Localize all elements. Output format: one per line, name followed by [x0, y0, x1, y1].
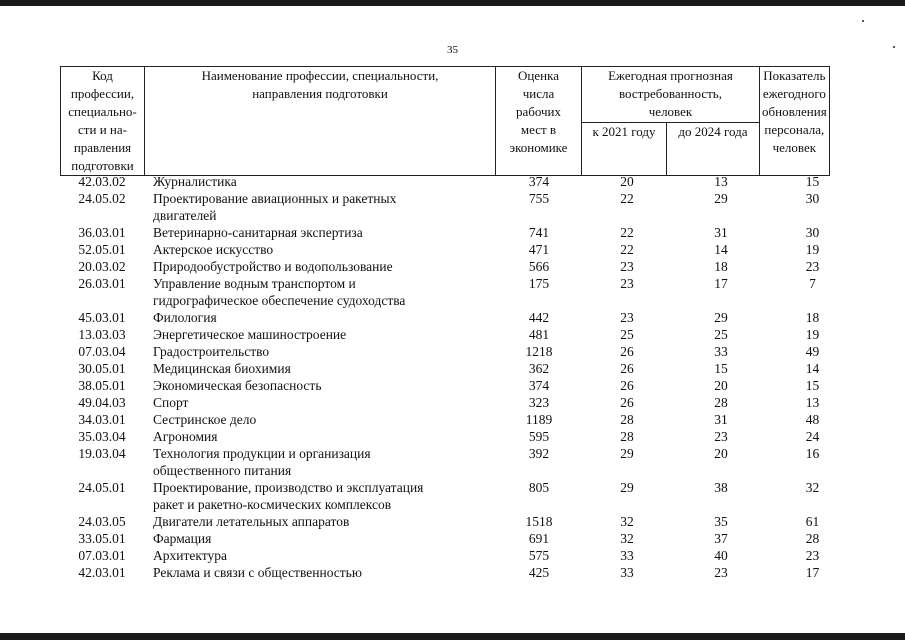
cell-renewal: 48	[805, 412, 820, 427]
cell-name-line: Технология продукции и организация	[153, 446, 371, 461]
cell-code: 42.03.01	[78, 565, 126, 580]
cell-code: 19.03.04	[78, 446, 126, 461]
cell-estimate: 175	[528, 276, 550, 291]
cell-forecast-2024: 31	[714, 412, 728, 427]
cell-estimate: 374	[528, 174, 550, 189]
cell-forecast-2024: 23	[714, 565, 728, 580]
header-renewal: Показатель ежегодного обновления персонала, человек	[760, 67, 830, 176]
cell-name-line: Журналистика	[153, 174, 237, 189]
table-row	[60, 564, 828, 581]
cell-name-line: Ветеринарно-санитарная экспертиза	[153, 225, 363, 240]
cell-name-line: Двигатели летательных аппаратов	[153, 514, 350, 529]
cell-code: 24.05.02	[78, 191, 126, 206]
cell-forecast-2021: 22	[620, 242, 634, 257]
cell-renewal: 28	[805, 531, 820, 546]
cell-name-line: Фармация	[153, 531, 212, 546]
table-row	[60, 411, 828, 428]
cell-renewal: 61	[805, 514, 820, 529]
cell-forecast-2024: 28	[714, 395, 728, 410]
table-row	[60, 479, 828, 513]
cell-name	[153, 411, 483, 428]
table-row	[60, 513, 828, 530]
cell-forecast-2021: 23	[620, 310, 634, 325]
cell-name-line: Агрономия	[153, 429, 218, 444]
scan-bottom-edge	[0, 633, 905, 640]
cell-name-line: Актерское искусство	[153, 242, 274, 257]
cell-name	[153, 258, 483, 275]
cell-forecast-2024: 38	[714, 480, 728, 495]
table-row	[60, 394, 828, 411]
table-row	[60, 258, 828, 275]
header-forecast: Ежегодная прогнозная востребованность, человек	[582, 67, 760, 123]
cell-forecast-2021: 28	[620, 429, 634, 444]
cell-name-line: Филология	[153, 310, 217, 325]
header-name: Наименование профессии, специальности, направления подготовки	[145, 67, 496, 176]
cell-code: 07.03.04	[78, 344, 126, 359]
cell-renewal: 15	[805, 378, 820, 393]
cell-forecast-2021: 33	[620, 565, 634, 580]
cell-renewal: 18	[805, 310, 820, 325]
scan-top-edge	[0, 0, 905, 6]
cell-forecast-2024: 33	[714, 344, 728, 359]
cell-forecast-2021: 22	[620, 191, 634, 206]
header-estimate: Оценка числа рабочих мест в экономике	[496, 67, 582, 176]
cell-estimate: 471	[528, 242, 550, 257]
cell-forecast-2024: 17	[714, 276, 728, 291]
cell-renewal: 16	[805, 446, 820, 461]
table-row	[60, 445, 828, 479]
cell-renewal: 17	[805, 565, 820, 580]
cell-code: 20.03.02	[78, 259, 126, 274]
cell-renewal: 23	[805, 259, 820, 274]
cell-estimate: 374	[528, 378, 550, 393]
cell-name	[153, 224, 483, 241]
cell-name-line: Медицинская биохимия	[153, 361, 291, 376]
cell-name	[153, 275, 483, 309]
cell-forecast-2021: 32	[620, 514, 634, 529]
cell-renewal: 49	[805, 344, 820, 359]
cell-code: 38.05.01	[78, 378, 126, 393]
table-header	[60, 66, 830, 176]
cell-code: 45.03.01	[78, 310, 126, 325]
cell-name	[153, 394, 483, 411]
cell-estimate: 1218	[525, 344, 553, 359]
cell-forecast-2024: 29	[714, 191, 728, 206]
table-row	[60, 377, 828, 394]
table-row	[60, 275, 828, 309]
cell-forecast-2021: 25	[620, 327, 634, 342]
cell-code: 30.05.01	[78, 361, 126, 376]
header-forecast-2021: к 2021 году	[582, 122, 667, 176]
cell-name	[153, 530, 483, 547]
cell-name	[153, 241, 483, 258]
cell-forecast-2024: 20	[714, 378, 728, 393]
cell-forecast-2021: 26	[620, 361, 634, 376]
cell-name-line: Сестринское дело	[153, 412, 257, 427]
table-row	[60, 326, 828, 343]
cell-code: 07.03.01	[78, 548, 126, 563]
cell-name	[153, 445, 483, 479]
cell-name	[153, 190, 483, 224]
cell-renewal: 19	[805, 242, 820, 257]
cell-forecast-2024: 20	[714, 446, 728, 461]
cell-name-line: Экономическая безопасность	[153, 378, 322, 393]
scan-speck	[862, 20, 864, 22]
cell-forecast-2024: 13	[714, 174, 728, 189]
cell-estimate: 1189	[525, 412, 553, 427]
cell-renewal: 19	[805, 327, 820, 342]
cell-forecast-2021: 23	[620, 259, 634, 274]
cell-forecast-2021: 22	[620, 225, 634, 240]
cell-forecast-2024: 23	[714, 429, 728, 444]
cell-estimate: 392	[528, 446, 550, 461]
table-row	[60, 547, 828, 564]
cell-code: 24.05.01	[78, 480, 126, 495]
cell-estimate: 755	[528, 191, 550, 206]
cell-renewal: 30	[805, 225, 820, 240]
cell-forecast-2024: 14	[714, 242, 728, 257]
cell-name-line: общественного питания	[153, 463, 292, 478]
cell-name	[153, 343, 483, 360]
header-forecast-2024: до 2024 года	[667, 122, 760, 176]
cell-renewal: 7	[809, 276, 816, 291]
cell-forecast-2021: 29	[620, 446, 634, 461]
cell-renewal: 14	[805, 361, 820, 376]
table-row	[60, 530, 828, 547]
cell-forecast-2021: 28	[620, 412, 634, 427]
cell-code: 34.03.01	[78, 412, 126, 427]
cell-code: 52.05.01	[78, 242, 126, 257]
cell-forecast-2024: 25	[714, 327, 728, 342]
cell-code: 35.03.04	[78, 429, 126, 444]
cell-forecast-2021: 26	[620, 395, 634, 410]
cell-name-line: двигателей	[153, 208, 217, 223]
cell-name	[153, 513, 483, 530]
cell-name	[153, 547, 483, 564]
cell-forecast-2021: 20	[620, 174, 634, 189]
cell-name-line: Энергетическое машиностроение	[153, 327, 347, 342]
cell-forecast-2024: 40	[714, 548, 728, 563]
cell-name	[153, 428, 483, 445]
cell-forecast-2021: 32	[620, 531, 634, 546]
cell-name-line: Архитектура	[153, 548, 227, 563]
cell-name-line: Проектирование авиационных и ракетных	[153, 191, 397, 206]
cell-name-line: Природообустройство и водопользование	[153, 259, 393, 274]
cell-renewal: 13	[805, 395, 820, 410]
cell-code: 33.05.01	[78, 531, 126, 546]
cell-estimate: 741	[528, 225, 550, 240]
cell-estimate: 442	[528, 310, 550, 325]
cell-name-line: Проектирование, производство и эксплуатация	[153, 480, 424, 495]
cell-code: 49.04.03	[78, 395, 126, 410]
cell-name-line: Градостроительство	[153, 344, 270, 359]
cell-name	[153, 360, 483, 377]
cell-forecast-2021: 26	[620, 378, 634, 393]
cell-name	[153, 309, 483, 326]
page-number: 35	[447, 44, 458, 56]
cell-name	[153, 564, 483, 581]
cell-forecast-2024: 18	[714, 259, 728, 274]
cell-estimate: 1518	[525, 514, 553, 529]
cell-code: 26.03.01	[78, 276, 126, 291]
cell-renewal: 15	[805, 174, 820, 189]
cell-name	[153, 173, 483, 190]
cell-estimate: 595	[528, 429, 550, 444]
cell-forecast-2021: 26	[620, 344, 634, 359]
table-row	[60, 241, 828, 258]
cell-renewal: 32	[805, 480, 820, 495]
cell-code: 24.03.05	[78, 514, 126, 529]
table-row	[60, 224, 828, 241]
cell-renewal: 30	[805, 191, 820, 206]
cell-forecast-2021: 29	[620, 480, 634, 495]
cell-name-line: Реклама и связи с общественностью	[153, 565, 362, 580]
cell-code: 42.03.02	[78, 174, 126, 189]
cell-renewal: 23	[805, 548, 820, 563]
cell-forecast-2024: 37	[714, 531, 728, 546]
table-row	[60, 309, 828, 326]
cell-estimate: 323	[528, 395, 550, 410]
cell-forecast-2024: 35	[714, 514, 728, 529]
cell-name-line: ракет и ракетно-космических комплексов	[153, 497, 392, 512]
cell-name-line: Управление водным транспортом и	[153, 276, 356, 291]
table-row	[60, 360, 828, 377]
cell-estimate: 566	[528, 259, 550, 274]
cell-name	[153, 377, 483, 394]
cell-name	[153, 326, 483, 343]
cell-name-line: гидрографическое обеспечение судоходства	[153, 293, 406, 308]
table-row	[60, 428, 828, 445]
table-row	[60, 173, 828, 190]
cell-forecast-2021: 33	[620, 548, 634, 563]
cell-estimate: 481	[528, 327, 550, 342]
cell-code: 36.03.01	[78, 225, 126, 240]
cell-name-line: Спорт	[153, 395, 189, 410]
header-code: Код профессии, специально- сти и на- правления подготовки	[61, 67, 145, 176]
cell-estimate: 691	[528, 531, 550, 546]
cell-forecast-2021: 23	[620, 276, 634, 291]
cell-estimate: 575	[528, 548, 550, 563]
cell-forecast-2024: 31	[714, 225, 728, 240]
cell-forecast-2024: 15	[714, 361, 728, 376]
table-body	[60, 173, 828, 581]
cell-renewal: 24	[805, 429, 820, 444]
cell-code: 13.03.03	[78, 327, 126, 342]
cell-estimate: 362	[528, 361, 550, 376]
table-row	[60, 190, 828, 224]
cell-forecast-2024: 29	[714, 310, 728, 325]
table-row	[60, 343, 828, 360]
cell-estimate: 805	[528, 480, 550, 495]
cell-estimate: 425	[528, 565, 550, 580]
cell-name	[153, 479, 483, 513]
